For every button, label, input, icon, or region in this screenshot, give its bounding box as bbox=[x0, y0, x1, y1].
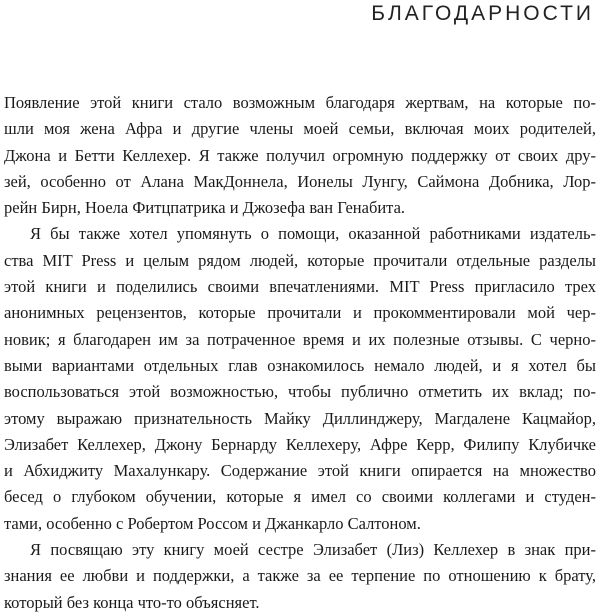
text-line: Элизабет Келлехер, Джону Бернарду Келлехеру, Афре Керр, Филипу Клубичке bbox=[4, 434, 596, 454]
text-line: воспользоваться этой возможностью, чтобы публично отметить их вклад; по- bbox=[4, 382, 596, 402]
text-line: тами, особенно с Робертом Россом и Джанкарло Салтоном. bbox=[4, 513, 421, 533]
text-line: этой книги и поделились своими впечатлениями. MIT Press пригласило трех bbox=[4, 277, 596, 297]
text-line: этому выражаю признательность Майку Диллинджеру, Магдалене Кацмайор, bbox=[4, 408, 596, 428]
text-line: выми вариантами отдельных глав ознакомилось немало людей, и я хотел бы bbox=[4, 355, 596, 375]
acknowledgements-text bbox=[4, 90, 596, 616]
text-line: зей, особенно от Алана МакДоннела, Ионелы Лунгу, Саймона Добника, Лор- bbox=[4, 171, 596, 191]
text-line: Джона и Бетти Келлехер. Я также получил огромную поддержку от своих дру- bbox=[4, 145, 596, 165]
text-line: Я бы также хотел упомянуть о помощи, оказанной работниками издатель- bbox=[30, 224, 596, 244]
text-line: рейн Бирн, Ноела Фитцпатрика и Джозефа ван Генабита. bbox=[4, 198, 406, 218]
text-line: ства MIT Press и целым рядом людей, которые прочитали отдельные разделы bbox=[4, 250, 596, 270]
text-line: знания ее любви и поддержки, а также за ее терпение по отношению к брату, bbox=[4, 566, 596, 586]
text-line: который без конца что-то объясняет. bbox=[4, 592, 260, 612]
text-line: и Абхиджиту Махалункару. Содержание этой книги опирается на множество bbox=[4, 461, 596, 481]
text-line: шли моя жена Афра и другие члены моей семьи, включая моих родителей, bbox=[4, 119, 596, 139]
text-line: новик; я благодарен им за потраченное время и их полезные отзывы. С черно- bbox=[4, 329, 596, 349]
text-line: Я посвящаю эту книгу моей сестре Элизабет (Лиз) Келлехер в знак при- bbox=[30, 540, 596, 560]
text-line: бесед о глубоком обучении, которые я имел со своими коллегами и студен- bbox=[4, 487, 596, 507]
text-line: анонимных рецензентов, которые прочитали и прокомментировали мой чер- bbox=[4, 303, 596, 323]
page-title: БЛАГОДАРНОСТИ bbox=[371, 2, 594, 25]
text-line: Появление этой книги стало возможным благодаря жертвам, на которые по- bbox=[4, 93, 596, 112]
